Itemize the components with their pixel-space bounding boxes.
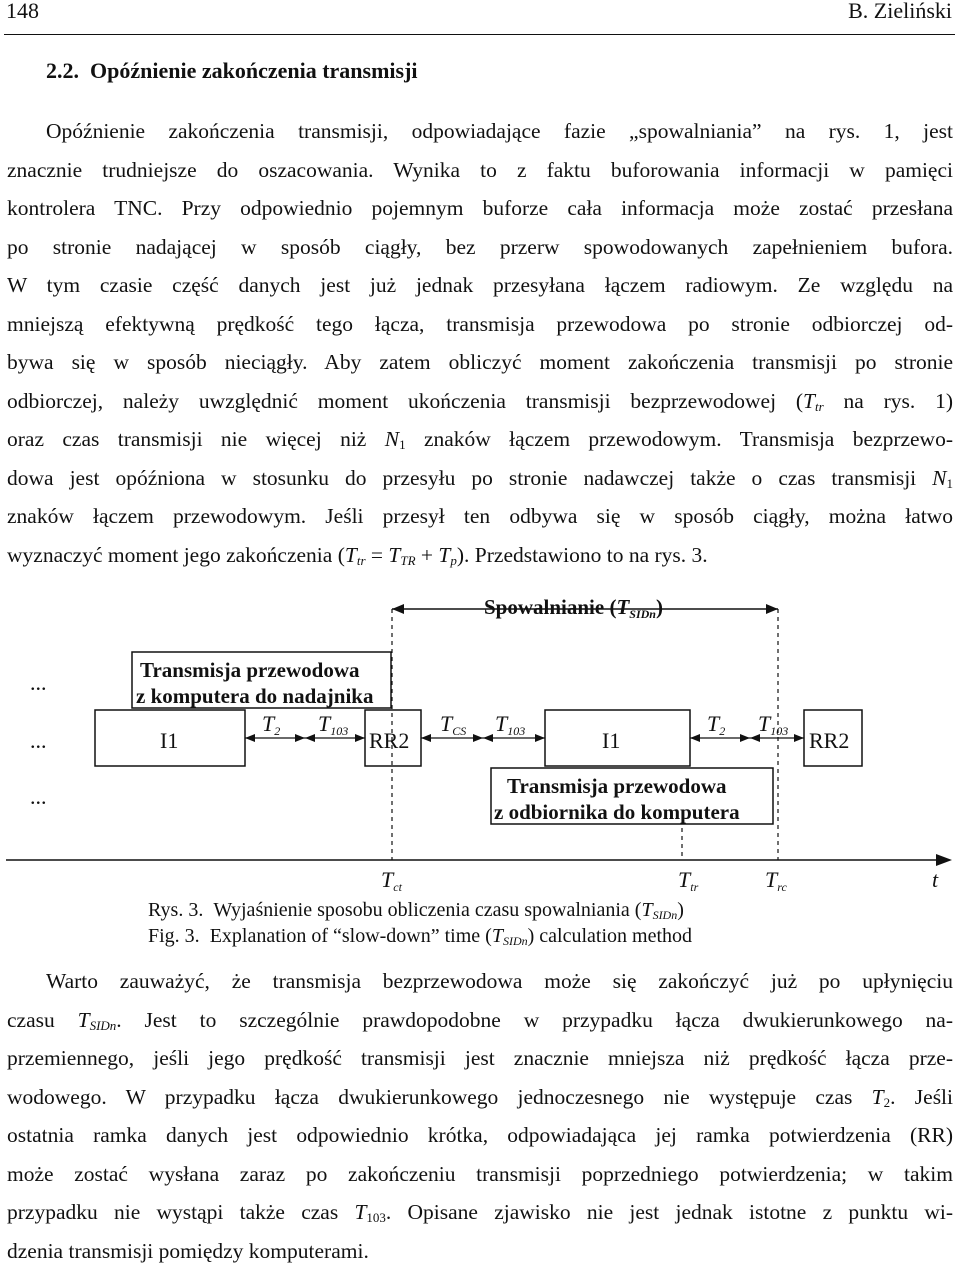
label-tcs: TCS	[440, 711, 467, 738]
text-line: znacznie trudniejsze do oszacowania. Wynika to z faktu buforowania informacji w pamięci	[7, 157, 953, 182]
text-line: ostatnia ramka danych jest odpowiednio krótka, odpowiadająca jej ramka potwierdzenia (RR)	[7, 1123, 953, 1147]
arrowhead-left	[392, 604, 404, 614]
text-line: dzenia transmisji pomiędzy komputerami.	[7, 1238, 369, 1263]
axis-label-t: t	[932, 867, 939, 892]
ellipsis: ...	[30, 728, 47, 753]
text-line: przypadku nie wystąpi także czas $T_{103}$. Opisane zjawisko nie jest jednak istotne z punktu wi-	[7, 1200, 953, 1225]
time-axis-arrowhead	[936, 854, 952, 866]
figure-caption-pl: Rys. 3. Wyjaśnienie sposobu obliczenia czasu spowalniania $(T_{SIDn})$	[148, 899, 684, 922]
label-trc: Trc	[765, 867, 787, 894]
slowdown-label: Spowalnianie (TSIDn)	[484, 595, 663, 621]
arrowhead-right	[766, 604, 778, 614]
svg-text:RR2: RR2	[809, 728, 850, 753]
text-line: wodowego. W przypadku łącza dwukierunkowego jednoczesnego nie występuje czas $T_2$. Jeśli	[7, 1084, 954, 1110]
text-line: znaków łączem przewodowym. Jeśli przesył ten odbywa się w sposób ciągły, można łatwo	[7, 504, 953, 528]
symbol-T: T	[803, 388, 815, 413]
wired-tx-label-1: Transmisja przewodowa	[140, 658, 360, 682]
svg-text:I1: I1	[602, 728, 621, 753]
text-line: bywa się w sposób nieciągły. Aby zatem obliczyć moment zakończenia transmisji po stronie	[7, 350, 953, 374]
paragraph-2	[7, 962, 953, 1270]
svg-text:I1: I1	[160, 728, 179, 753]
section-number: 2.2.	[46, 58, 79, 83]
symbol-N: N	[932, 465, 947, 490]
text-line: kontrolera TNC. Przy odpowiednio pojemnym buforze cała informacja może zostać przesłana	[7, 196, 953, 220]
text-line: czasu $T_{SIDn}$. Jest to szczególnie prawdopodobne w przypadku łącza dwukierunkowego na-	[7, 1007, 953, 1033]
label-t103: T103	[318, 711, 349, 738]
section-title: Opóźnienie zakończenia transmisji	[90, 58, 418, 83]
section-heading	[46, 58, 418, 84]
ellipsis: ...	[30, 784, 47, 809]
text-line: Opóźnienie zakończenia transmisji, odpowiadające fazie „spowalniania” na rys. 1, jest	[46, 119, 953, 143]
symbol-N: N	[384, 427, 400, 451]
header-rule	[4, 34, 955, 35]
label-t103: T103	[495, 711, 526, 738]
running-head-author: B. Zieliński	[848, 0, 952, 23]
paragraph-1	[7, 112, 953, 574]
figure-3-diagram	[0, 585, 960, 895]
text-line: może zostać wysłana zaraz po zakończeniu transmisji poprzedniego potwierdzenia; w takim	[7, 1161, 953, 1186]
text-line: dowa jest opóźniona w stosunku do przesyłu po stronie nadawczej także o czas transmisji $N_1$	[7, 465, 953, 491]
text-line: oraz czas transmisji nie więcej niż $N_1$ znaków łączem przewodowym. Transmisja bezprzewo-	[7, 427, 953, 452]
text-line: mniejszą efektywną prędkość tego łącza, transmisja przewodowa po stronie odbiorczej od-	[7, 311, 953, 336]
label-t2: T2	[707, 711, 726, 738]
text-line: W tym czasie część danych jest już jednak przesyłana łączem radiowym. Ze względu na	[7, 273, 953, 297]
text-line: przemiennego, jeśli jego prędkość transmisji jest znacznie mniejsza niż prędkość łącza prze-	[7, 1046, 953, 1070]
page-number: 148	[6, 0, 39, 23]
text-line: Warto zauważyć, że transmisja bezprzewodowa może się zakończyć już po upłynięciu	[46, 969, 953, 993]
text-line: wyznaczyć moment jego zakończenia $(T_{tr} = T_{TR} + T_p)$. Przedstawiono to na rys. 3.	[7, 542, 708, 568]
wired-rx-label-2: z odbiornika do komputera	[494, 800, 740, 824]
ellipsis: ...	[30, 670, 47, 695]
label-t103: T103	[758, 711, 789, 738]
figure-caption-en: Fig. 3. Explanation of “slow-down” time $(T_{SIDn})$ calculation method	[148, 925, 693, 948]
wired-rx-label-1: Transmisja przewodowa	[507, 774, 727, 798]
label-ttr: Ttr	[678, 867, 699, 894]
svg-text:RR2: RR2	[369, 728, 410, 753]
text-line: odbiorczej, należy uwzględnić moment ukończenia transmisji bezprzewodowej ($T_{tr}$ na rys. 1)	[7, 388, 953, 414]
text-line: po stronie nadającej w sposób ciągły, bez przerw spowodowanych zapełnieniem bufora.	[7, 234, 953, 259]
wired-tx-label-2: z komputera do nadajnika	[136, 684, 374, 708]
label-tct: Tct	[381, 867, 402, 894]
label-t2: T2	[262, 711, 281, 738]
